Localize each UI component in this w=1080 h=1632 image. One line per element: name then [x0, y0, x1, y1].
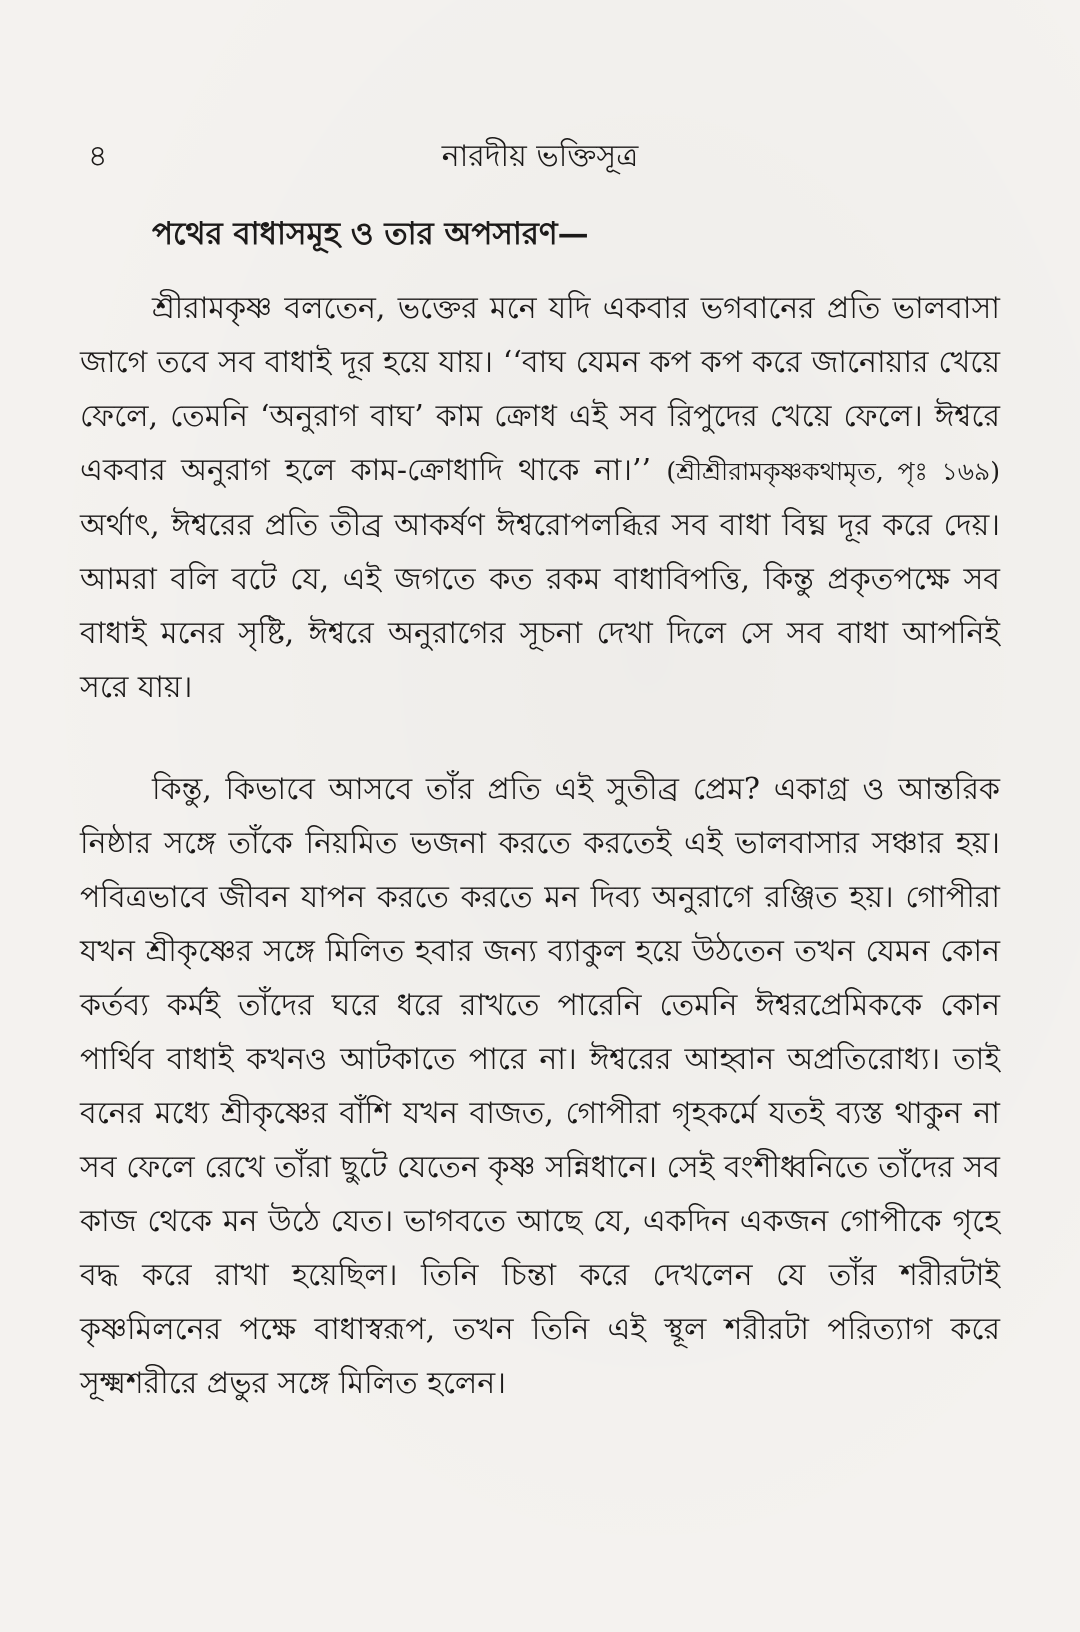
paragraph-gap [80, 715, 1000, 763]
section-heading: পথের বাধাসমূহ ও তার অপসারণ— [152, 216, 589, 252]
citation: (শ্রীশ্রীরামকৃষ্ণকথামৃত, পৃঃ ১৬৯) [666, 457, 1001, 486]
body-text [80, 212, 1000, 1411]
paragraph-text: শ্রীরামকৃষ্ণ বলতেন, ভক্তের মনে যদি একবার ভগবানের প্রতি ভালবাসা জাগে তবে সব বাধাই দূর হয়ে যায়। ‘‘বাঘ যেমন কপ কপ করে জানোয়ার খেয়ে ফেলে, তেমনি ‘অনুরাগ বাঘ’ কাম ক্রোধ এই সব রিপুদের খেয়ে ফেলে। ঈশ্বরে একবার অনুরাগ হলে কাম-ক্রোধাদি থাকে না।’’ [80, 291, 1000, 488]
paragraph-text: অর্থাৎ, ঈশ্বরের প্রতি তীব্র আকর্ষণ ঈশ্বরোপলব্ধির সব বাধা বিঘ্ন দূর করে দেয়। আমরা বলি বটে যে, এই জগতে কত রকম বাধাবিপত্তি, কিন্তু প্রকৃতপক্ষে সব বাধাই মনের সৃষ্টি, ঈশ্বরে অনুরাগের সূচনা দেখা দিলে সে সব বাধা আপনিই সরে যায়। [80, 508, 1000, 705]
paragraph [80, 282, 1000, 715]
running-title: নারদীয় ভক্তিসূত্র [441, 139, 639, 174]
paragraph [80, 763, 1000, 1411]
page-number: ৪ [88, 139, 108, 174]
running-head [0, 132, 1080, 176]
paragraph-text: কিন্তু, কিভাবে আসবে তাঁর প্রতি এই সুতীব্র প্রেম? একাগ্র ও আন্তরিক নিষ্ঠার সঙ্গে তাঁকে নিয়মিত ভজনা করতে করতেই এই ভালবাসার সঞ্চার হয়। পবিত্রভাবে জীবন যাপন করতে করতে মন দিব্য অনুরাগে রঞ্জিত হয়। গোপীরা যখন শ্রীকৃষ্ণের সঙ্গে মিলিত হবার জন্য ব্যাকুল হয়ে উঠতেন তখন যেমন কোন কর্তব্য কর্মই তাঁদের ঘরে ধরে রাখতে পারেনি তেমনি ঈশ্বরপ্রেমিককে কোন পার্থিব বাধাই কখনও আটকাতে পারে না। ঈশ্বরের আহ্বান অপ্রতিরোধ্য। তাই বনের মধ্যে শ্রীকৃষ্ণের বাঁশি যখন বাজত, গোপীরা গৃহকর্মে যতই ব্যস্ত থাকুন না সব ফেলে রেখে তাঁরা ছুটে যেতেন কৃষ্ণ সন্নিধানে। সেই বংশীধ্বনিতে তাঁদের সব কাজ থেকে মন উঠে যেত। ভাগবতে আছে যে, একদিন একজন গোপীকে গৃহে বদ্ধ করে রাখা হয়েছিল। তিনি চিন্তা করে দেখলেন যে তাঁর শরীরটাই কৃষ্ণমিলনের পক্ষে বাধাস্বরূপ, তখন তিনি এই স্থূল শরীরটা পরিত্যাগ করে সূক্ষ্মশরীরে প্রভুর সঙ্গে মিলিত হলেন। [80, 772, 1000, 1401]
